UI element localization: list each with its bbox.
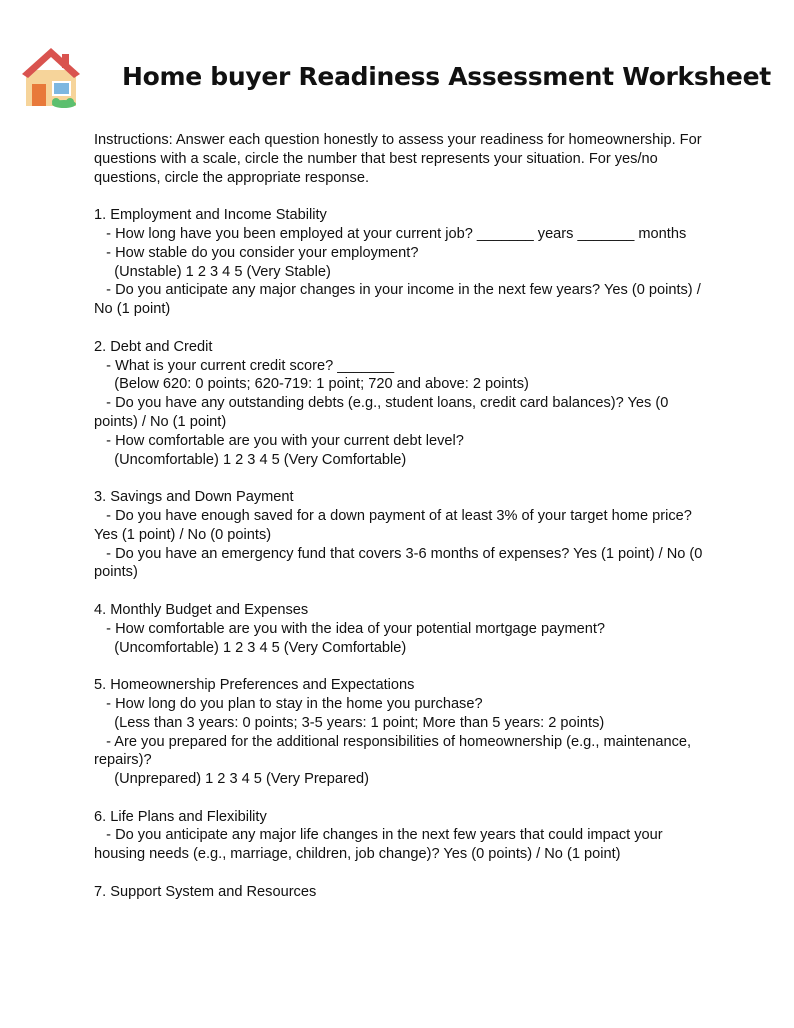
section-support — [94, 883, 694, 902]
instructions — [94, 131, 702, 187]
section-heading: 5. Homeownership Preferences and Expectations — [94, 677, 415, 694]
house-icon — [20, 44, 82, 108]
scale-line: (Unstable) 1 2 3 4 5 (Very Stable) — [94, 263, 331, 280]
question-line: - Do you anticipate any major changes in your income in the next few years? Yes (0 points) / — [94, 282, 701, 299]
section-preferences — [94, 676, 694, 789]
scale-line: (Below 620: 0 points; 620-719: 1 point; 720 and above: 2 points) — [94, 376, 529, 393]
question-line: - Do you anticipate any major life changes in the next few years that could impact your — [94, 827, 663, 844]
question-line: points) — [94, 564, 138, 581]
question-line: points) / No (1 point) — [94, 413, 227, 430]
section-debt-credit — [94, 338, 694, 470]
question-line: - How stable do you consider your employment? — [94, 244, 419, 261]
section-employment — [94, 206, 701, 319]
worksheet-body — [94, 131, 703, 902]
question-line: housing needs (e.g., marriage, children, job change)? Yes (0 points) / No (1 point) — [94, 846, 621, 863]
scale-line: (Unprepared) 1 2 3 4 5 (Very Prepared) — [94, 771, 369, 788]
section-heading: 6. Life Plans and Flexibility — [94, 808, 267, 825]
section-savings — [94, 488, 703, 582]
question-line: - How comfortable are you with the idea of your potential mortgage payment? — [94, 620, 606, 637]
scale-line: (Uncomfortable) 1 2 3 4 5 (Very Comfortable) — [94, 639, 407, 656]
section-heading: 2. Debt and Credit — [94, 338, 213, 355]
question-line: - Do you have an emergency fund that covers 3-6 months of expenses? Yes (1 point) / No (0 — [94, 545, 703, 562]
section-life-plans — [94, 808, 694, 864]
question-line: - Do you have any outstanding debts (e.g., student loans, credit card balances)? Yes (0 — [94, 395, 669, 412]
section-budget — [94, 601, 694, 657]
question-line: - How comfortable are you with your current debt level? — [94, 432, 464, 449]
question-line: - Do you have enough saved for a down payment of at least 3% of your target home price? — [94, 507, 692, 524]
question-line: - How long do you plan to stay in the home you purchase? — [94, 695, 483, 712]
section-heading: 7. Support System and Resources — [94, 883, 317, 900]
page-title: Home buyer Readiness Assessment Worksheet — [122, 62, 771, 91]
section-heading: 3. Savings and Down Payment — [94, 489, 294, 506]
section-heading: 1. Employment and Income Stability — [94, 207, 327, 224]
scale-line: (Uncomfortable) 1 2 3 4 5 (Very Comfortable) — [94, 451, 407, 468]
question-line: - Are you prepared for the additional responsibilities of homeownership (e.g., maintenance, — [94, 733, 692, 750]
section-heading: 4. Monthly Budget and Expenses — [94, 601, 309, 618]
instructions-line: Instructions: Answer each question honestly to assess your readiness for homeownership. For — [94, 132, 702, 148]
question-line: No (1 point) — [94, 301, 171, 318]
instructions-line: questions with a scale, circle the number that best represents your situation. For yes/no — [94, 150, 658, 167]
instructions-line: questions, circle the appropriate response. — [94, 169, 370, 186]
question-line: Yes (1 point) / No (0 points) — [94, 526, 272, 543]
question-line: - What is your current credit score? _______ — [94, 357, 395, 374]
scale-line: (Less than 3 years: 0 points; 3-5 years: 1 point; More than 5 years: 2 points) — [94, 714, 605, 731]
question-line: repairs)? — [94, 752, 152, 769]
question-line: - How long have you been employed at your current job? _______ years _______ months — [94, 225, 687, 242]
